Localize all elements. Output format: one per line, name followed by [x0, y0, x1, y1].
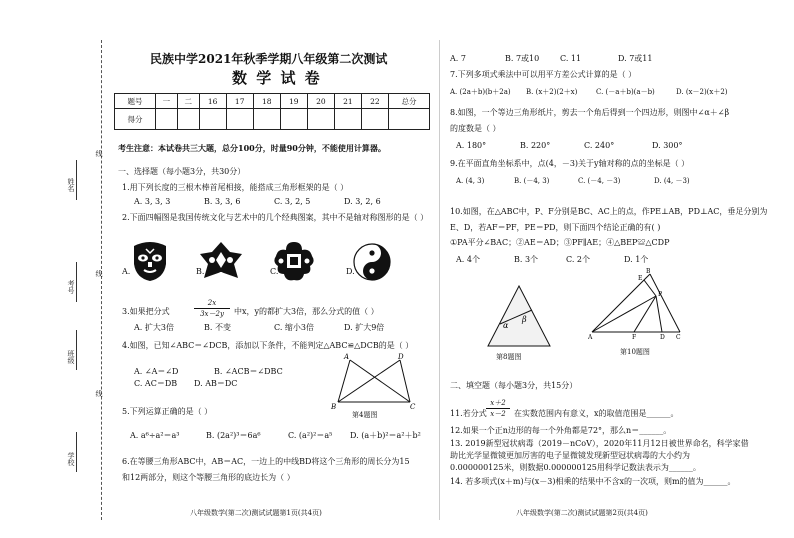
- name-fill-line: [76, 160, 77, 200]
- q3-fraction-denominator: 3x－2y: [200, 310, 224, 318]
- table-cell: [307, 109, 334, 130]
- exam-title: 民族中学2021年秋季学期八年级第二次测试: [150, 52, 388, 66]
- q11-fraction-numerator: x＋2: [490, 399, 506, 407]
- table-cell: [280, 109, 307, 130]
- q8-option-d: D. 300°: [652, 141, 683, 150]
- fig10-label-a: A: [588, 334, 593, 340]
- question-4: 4.如图，已知∠ABC＝∠DCB，添加以下条件，不能判定△ABC≌△DCB的是（ ）: [122, 341, 414, 350]
- q2-option-a: A.: [122, 267, 131, 276]
- knot-pattern-image: [272, 240, 316, 282]
- side-mark: 线: [95, 390, 103, 397]
- fig10-label-e: E: [638, 275, 643, 282]
- school-fill-line: [76, 432, 77, 472]
- q2-option-c: C.: [270, 267, 279, 276]
- q3-option-c: C. 缩小3倍: [274, 323, 315, 332]
- question-10-line-2: E、D，若AF＝PF，PE＝PD，则下面四个结论正确的有( ): [450, 223, 661, 232]
- q9-option-b: B. (－4, 3): [514, 177, 550, 185]
- score-table-score-row: [115, 109, 430, 130]
- yin-yang-image: [352, 242, 392, 282]
- q8-option-c: C. 240°: [584, 141, 615, 150]
- question-7: 7.下列多项式乘法中可以用平方差公式计算的是（ ）: [450, 70, 637, 79]
- binding-line: [101, 40, 102, 520]
- q8-option-a: A. 180°: [456, 141, 487, 150]
- fig4-label-d: D: [398, 353, 404, 361]
- q5-option-d: D. (a＋b)²＝a²＋b²: [350, 431, 421, 440]
- section-1-heading: 一、选择题（每小题3分，共30分）: [118, 167, 246, 176]
- question-10-line-1: 10.如图，在△ABC中，P、F分别是BC、AC上的点，作PE⊥AB，PD⊥AC，垂足分别为: [450, 207, 768, 216]
- q3-option-b: B. 不变: [204, 323, 231, 332]
- table-cell: 20: [307, 94, 334, 109]
- side-label-name: 姓名: [67, 178, 75, 192]
- table-cell: [388, 109, 429, 130]
- figure-4-diagram: [330, 352, 416, 410]
- table-cell: [253, 109, 280, 130]
- side-mark: 线: [95, 150, 103, 157]
- fig4-label-a: A: [344, 353, 350, 361]
- question-3-suffix: 中x，y的都扩大3倍，那么分式的值（ ）: [234, 307, 379, 316]
- question-8-line-2: 的度数是（ ）: [450, 124, 501, 133]
- q4-option-c: C. AC＝DB: [134, 379, 178, 388]
- side-mark: 线: [95, 270, 103, 277]
- table-cell: 17: [226, 94, 253, 109]
- table-cell: 一: [156, 94, 178, 109]
- page-divider: [439, 40, 440, 520]
- table-cell: 题号: [115, 94, 156, 109]
- q7-option-a: A. (2a＋b)(b＋2a): [450, 88, 511, 96]
- q6-option-b: B. 7或10: [505, 54, 540, 63]
- q6-option-d: D. 7或11: [618, 54, 653, 63]
- fig10-label-c: C: [676, 334, 681, 340]
- question-13-line-2: 助比光学显微镜更加厉害的电子显微镜发现新型冠状病毒的大小约为: [450, 451, 690, 460]
- q5-option-a: A. a⁶÷a²＝a³: [130, 431, 180, 440]
- q9-option-c: C. (－4, －3): [578, 177, 621, 185]
- table-cell: [361, 109, 388, 130]
- q7-option-b: B. (x＋2)(2＋x): [526, 88, 578, 96]
- q1-option-b: B. 3, 3, 6: [204, 197, 241, 206]
- q4-option-a: A. ∠A＝∠D: [134, 367, 179, 376]
- question-2: 2.下面四幅图是我国传统文化与艺术中的几个经典图案，其中不是轴对称图形的是（ ）: [122, 213, 429, 222]
- q8-option-b: B. 220°: [520, 141, 551, 150]
- question-11-suffix: 在实数范围内有意义，x的取值范围是______。: [514, 409, 679, 418]
- q2-option-d: D.: [346, 267, 355, 276]
- fig10-label-f: F: [632, 334, 637, 340]
- opera-mask-image: [130, 240, 170, 282]
- fig8-label-alpha: α: [503, 321, 509, 330]
- class-fill-line: [76, 330, 77, 370]
- q5-option-b: B. (2a²)³＝6a⁶: [206, 431, 261, 440]
- q9-option-d: D. (4, －3): [654, 177, 690, 185]
- question-10-line-3: ①PA平分∠BAC；②AE＝AD；③PF∥AE；④△BEP≌△CDP: [450, 238, 670, 247]
- question-6-line-1: 6.在等腰三角形ABC中，AB＝AC，一边上的中线BD将这个三角形的周长分为15: [122, 457, 410, 466]
- left-page-footer: 八年级数学(第二次)测试试题第1页(共4页): [190, 509, 322, 517]
- q1-option-a: A. 3, 3, 3: [134, 197, 171, 206]
- q3-option-a: A. 扩大3倍: [134, 323, 174, 332]
- right-page-footer: 八年级数学(第二次)测试试题第2页(共4页): [516, 509, 648, 517]
- figure-8-caption: 第8题图: [496, 353, 522, 361]
- fig4-label-b: B: [331, 403, 337, 410]
- exam-no-fill-line: [76, 262, 77, 302]
- fig10-label-b: B: [646, 268, 651, 275]
- q1-option-c: C. 3, 2, 5: [274, 197, 311, 206]
- q6-option-a: A. 7: [450, 54, 466, 63]
- q10-option-c: C. 2个: [566, 255, 591, 264]
- fig4-label-c: C: [410, 403, 416, 410]
- q1-option-d: D. 3, 2, 6: [344, 197, 381, 206]
- q3-option-d: D. 扩大9倍: [344, 323, 385, 332]
- table-cell: 二: [177, 94, 199, 109]
- table-cell: 得分: [115, 109, 156, 130]
- score-table-header-row: [115, 94, 430, 109]
- question-5: 5.下列运算正确的是（ ）: [122, 407, 213, 416]
- q10-option-d: D. 1个: [624, 255, 649, 264]
- question-9: 9.在平面直角坐标系中，点(4，－3)关于y轴对称的点的坐标是（ ）: [450, 159, 690, 168]
- figure-4-caption: 第4题图: [352, 411, 378, 419]
- paper-cut-pattern-image: [198, 240, 244, 282]
- figure-8-diagram: [486, 284, 552, 350]
- q9-option-a: A. (4, 3): [456, 177, 485, 185]
- side-label-exam-no: 考号: [67, 280, 75, 294]
- question-11-prefix: 11.若分式: [450, 409, 487, 418]
- question-3-prefix: 3.如果把分式: [122, 307, 170, 316]
- table-cell: [199, 109, 226, 130]
- table-cell: 16: [199, 94, 226, 109]
- question-8-line-1: 8.如图，一个等边三角形纸片，剪去一个角后得到一个四边形，则图中∠α＋∠β: [450, 108, 730, 117]
- table-cell: [334, 109, 361, 130]
- fig10-label-d: D: [660, 334, 665, 340]
- side-label-school: 学校: [67, 452, 75, 466]
- q10-option-a: A. 4个: [456, 255, 480, 264]
- section-2-heading: 二、填空题（每小题3分，共15分）: [450, 381, 578, 390]
- score-table: [114, 93, 430, 130]
- fig10-label-p: P: [658, 291, 663, 298]
- figure-10-diagram: [588, 268, 684, 340]
- fig8-label-beta: β: [522, 315, 527, 324]
- q3-fraction-numerator: 2x: [207, 299, 217, 307]
- q7-option-c: C. (－a＋b)(a－b): [596, 88, 655, 96]
- question-13-line-3: 0.000000125米，则数据0.000000125用科学记数法表示为______。: [450, 463, 701, 472]
- exam-notice: 考生注意：本试卷共三大题，总分100分，时量90分钟，不能使用计算器。: [118, 143, 386, 153]
- table-cell: 22: [361, 94, 388, 109]
- question-6-line-2: 和12两部分，则这个等腰三角形的底边长为（ ）: [122, 473, 295, 482]
- table-cell: [156, 109, 178, 130]
- question-1: 1.用下列长度的三根木棒首尾相接，能搭成三角形框架的是（ ）: [122, 183, 349, 192]
- side-label-class: 班级: [67, 350, 75, 364]
- q2-option-b: B.: [196, 267, 205, 276]
- table-cell: 18: [253, 94, 280, 109]
- q10-option-b: B. 3个: [514, 255, 539, 264]
- figure-10-caption: 第10题图: [620, 348, 650, 356]
- exam-subtitle: 数 学 试 卷: [232, 69, 322, 87]
- table-cell: [177, 109, 199, 130]
- q7-option-d: D. (x－2)(x＋2): [676, 88, 728, 96]
- table-cell: 19: [280, 94, 307, 109]
- q6-option-c: C. 11: [560, 54, 582, 63]
- q5-option-c: C. (a²)²＝a⁵: [288, 431, 333, 440]
- question-12: 12.如果一个正n边形的每一个外角都是72°，那么n＝______。: [450, 426, 672, 435]
- table-cell: 21: [334, 94, 361, 109]
- question-13-line-1: 13. 2019新型冠状病毒（2019－nCoV），2020年11月12日被世界命名，科学家借: [450, 439, 749, 448]
- question-14: 14. 若多项式(x＋m)与(x－3)相乘的结果中不含x的一次项，则m的值为______。: [450, 477, 736, 486]
- q4-option-b: B. ∠ACB＝∠DBC: [214, 367, 283, 376]
- q4-option-d: D. AB＝DC: [194, 379, 238, 388]
- table-cell: [226, 109, 253, 130]
- q11-fraction-denominator: x－2: [490, 410, 506, 418]
- table-cell: 总分: [388, 94, 429, 109]
